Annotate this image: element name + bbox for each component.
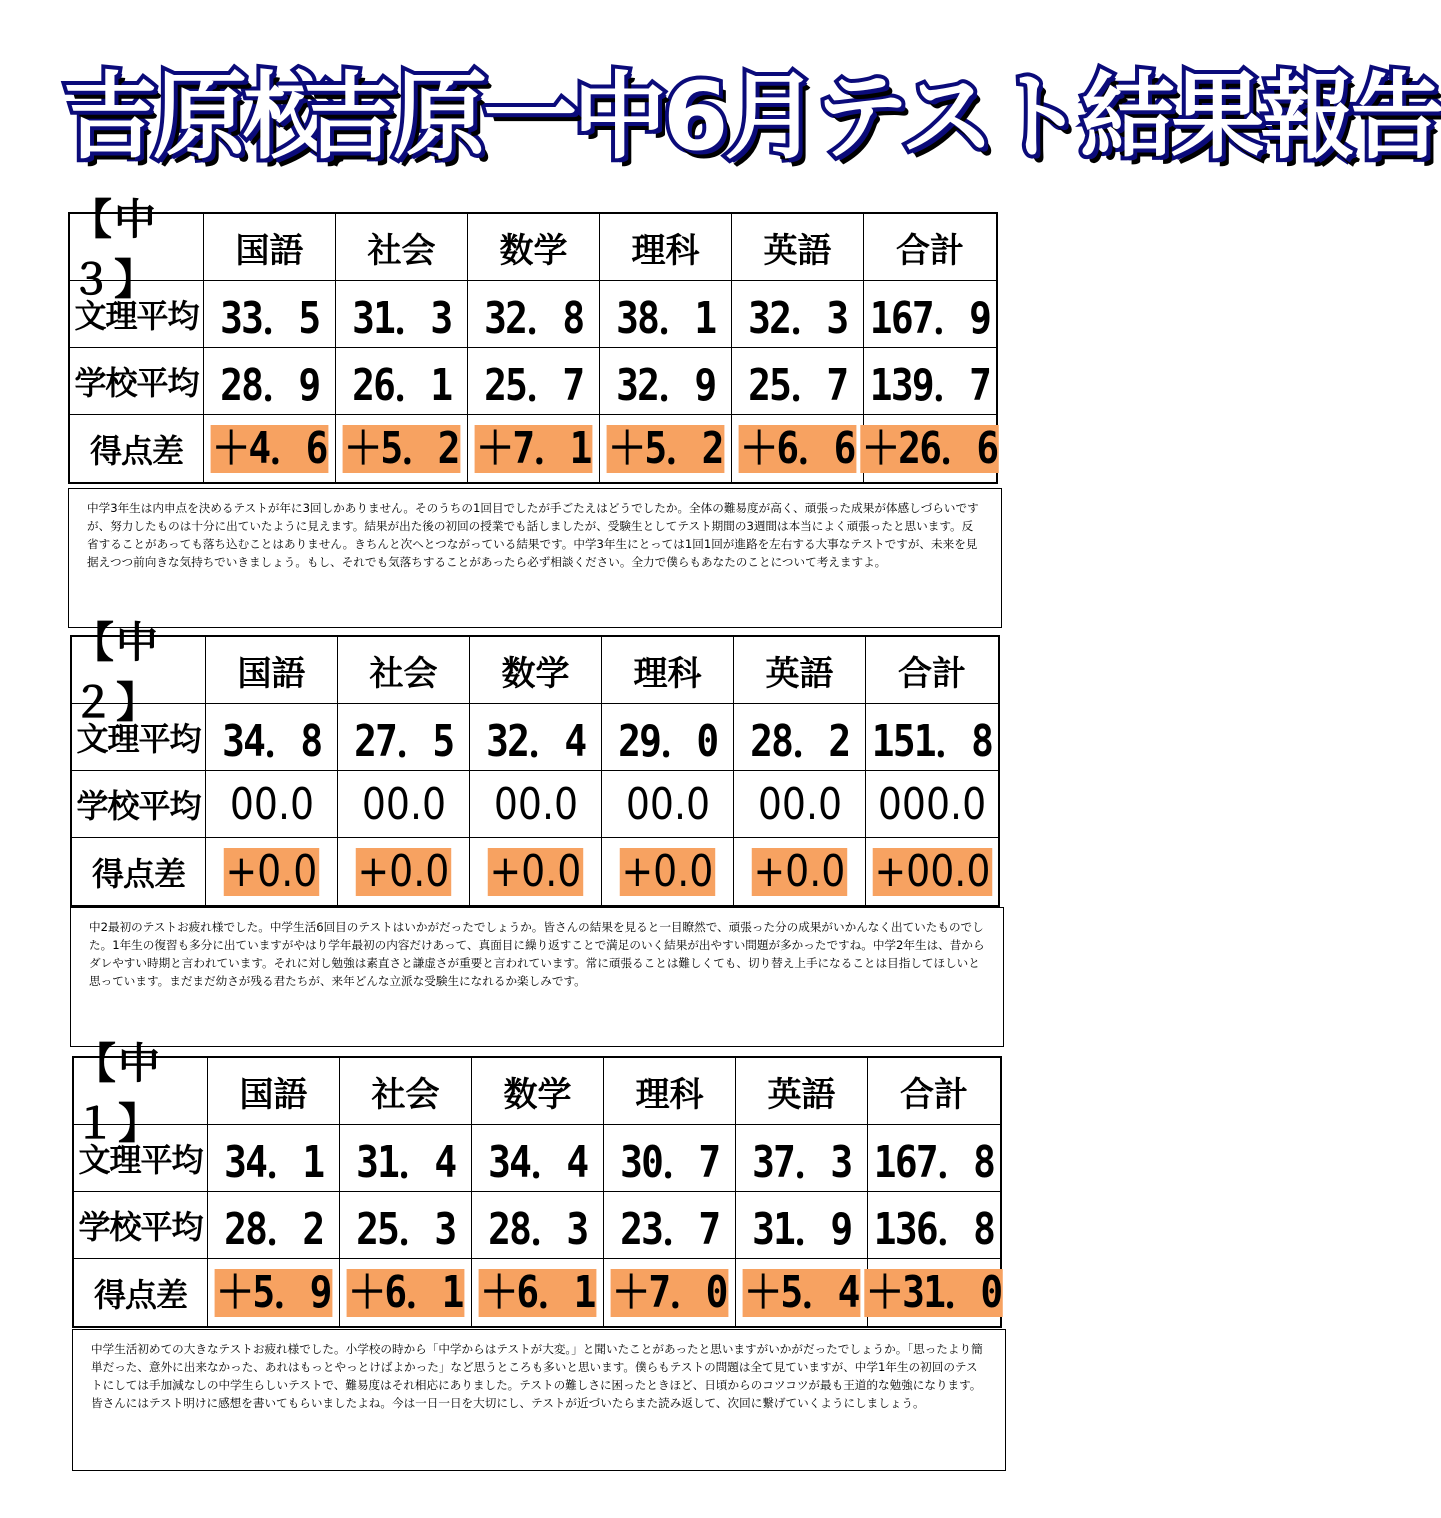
row-label-diff bbox=[74, 1259, 208, 1326]
score-diff bbox=[468, 415, 600, 482]
score-value-text: 31．3 bbox=[351, 293, 452, 344]
score-diff bbox=[470, 838, 602, 905]
row-label-bunri-text: 文理平均 bbox=[78, 1141, 203, 1179]
score-diff-text: ＋4．6 bbox=[212, 422, 327, 474]
score-value bbox=[600, 348, 732, 415]
comment-box: 中学生活初めての大きなテストお疲れ様でした。小学校の時から「中学からはテストが大変。」と聞いたことがあったと思いますがいかがだったでしょうか。「思ったより簡単だった、意外に出来なかった、あれはもっとやっとけばよかった」など思うところも多いと思います。僕らもテストの問題は全て見ていますが、中学1年生の初回のテストにしては手加減なしの中学生らしいテストで、難易度はそれ相応にありました。テストの難しさに困ったときほど、日頃からのコツコツが最も王道的な勉強になります。皆さんにはテスト明けに感想を書いてもらいましたよね。今は一日一日を大切にし、テストが近づいたらまた読み返して、次回に繋げていくようにしましょう。 bbox=[72, 1329, 1006, 1471]
score-value-text: 167．9 bbox=[869, 293, 991, 344]
score-value-text: 32．3 bbox=[747, 293, 848, 344]
score-diff bbox=[340, 1259, 472, 1326]
row-label-bunri-text: 文理平均 bbox=[76, 720, 201, 758]
score-value-text: 28．9 bbox=[219, 360, 320, 411]
row-label-school bbox=[70, 348, 204, 415]
score-value-text: 32．4 bbox=[485, 716, 586, 767]
score-value bbox=[736, 1125, 868, 1192]
score-value-text: 167．8 bbox=[873, 1137, 995, 1188]
score-diff-text: ＋5．4 bbox=[744, 1266, 859, 1318]
score-diff bbox=[600, 415, 732, 482]
subject-header bbox=[736, 1058, 868, 1125]
score-diff-text: +00.0 bbox=[874, 845, 990, 897]
score-value bbox=[206, 704, 338, 771]
subject-header-text: 英語 bbox=[767, 1074, 836, 1115]
score-value bbox=[336, 348, 468, 415]
grade-label bbox=[70, 195, 204, 304]
score-value-text: 33．5 bbox=[219, 293, 320, 344]
score-value-text: 00.0 bbox=[757, 778, 842, 830]
grade-label bbox=[74, 1039, 208, 1148]
grade-label bbox=[72, 618, 206, 727]
score-diff-text: +0.0 bbox=[753, 845, 846, 897]
subject-header-text: 社会 bbox=[369, 653, 438, 694]
subject-header-text: 合計 bbox=[900, 1074, 968, 1115]
score-value-text: 25．7 bbox=[747, 360, 848, 411]
score-diff bbox=[338, 838, 470, 905]
score-value-text: 28．3 bbox=[487, 1204, 588, 1255]
score-diff-text: ＋31．0 bbox=[866, 1266, 1002, 1318]
score-diff-text: +0.0 bbox=[621, 845, 714, 897]
score-diff-text: ＋5．2 bbox=[344, 422, 459, 474]
score-value bbox=[208, 1192, 340, 1259]
score-value-text: 00.0 bbox=[229, 778, 314, 830]
row-label-diff-text: 得点差 bbox=[93, 1275, 187, 1314]
subject-header-text: 社会 bbox=[371, 1074, 440, 1115]
row-label-bunri bbox=[74, 1125, 208, 1192]
subject-header-text: 合計 bbox=[898, 653, 966, 694]
score-diff bbox=[472, 1259, 604, 1326]
row-label-school bbox=[74, 1192, 208, 1259]
score-diff bbox=[866, 838, 998, 905]
score-diff bbox=[736, 1259, 868, 1326]
grade-label-text: 【中１】 bbox=[74, 1039, 163, 1148]
score-value-text: 32．8 bbox=[483, 293, 584, 344]
score-value-text: 23．7 bbox=[619, 1204, 720, 1255]
score-diff bbox=[732, 415, 864, 482]
subject-header-text: 理科 bbox=[633, 653, 702, 694]
score-value bbox=[732, 281, 864, 348]
subject-header bbox=[470, 637, 602, 704]
score-value-text: 000.0 bbox=[877, 778, 987, 830]
score-diff bbox=[602, 838, 734, 905]
score-value bbox=[336, 281, 468, 348]
score-diff bbox=[604, 1259, 736, 1326]
score-value bbox=[600, 281, 732, 348]
score-diff-text: +0.0 bbox=[225, 845, 318, 897]
score-value-text: 25．7 bbox=[483, 360, 584, 411]
row-label-diff-text: 得点差 bbox=[91, 854, 185, 893]
subject-header bbox=[734, 637, 866, 704]
score-value bbox=[204, 348, 336, 415]
subject-header bbox=[600, 214, 732, 281]
score-value bbox=[602, 704, 734, 771]
row-label-bunri bbox=[72, 704, 206, 771]
score-value-text: 31．9 bbox=[751, 1204, 852, 1255]
score-diff-text: ＋6．1 bbox=[480, 1266, 595, 1318]
score-value bbox=[866, 771, 998, 838]
score-diff-text: ＋5．9 bbox=[216, 1266, 331, 1318]
score-value-text: 28．2 bbox=[223, 1204, 324, 1255]
score-value bbox=[864, 281, 996, 348]
subject-header bbox=[732, 214, 864, 281]
subject-header bbox=[868, 1058, 1000, 1125]
subject-header bbox=[604, 1058, 736, 1125]
subject-header bbox=[602, 637, 734, 704]
row-label-school-text: 学校平均 bbox=[76, 787, 201, 825]
subject-header-text: 理科 bbox=[631, 230, 700, 271]
score-value bbox=[604, 1125, 736, 1192]
score-diff-text: ＋7．1 bbox=[476, 422, 591, 474]
subject-header-text: 国語 bbox=[239, 1074, 308, 1115]
row-label-bunri bbox=[70, 281, 204, 348]
score-value bbox=[206, 771, 338, 838]
score-value bbox=[472, 1192, 604, 1259]
title-report: 吉原一中6月テスト結果報告 bbox=[303, 63, 1441, 172]
score-diff bbox=[336, 415, 468, 482]
grade-label-text: 【中３】 bbox=[70, 195, 159, 304]
subject-header-text: 国語 bbox=[235, 230, 304, 271]
score-value bbox=[736, 1192, 868, 1259]
score-diff-text: ＋6．1 bbox=[348, 1266, 463, 1318]
score-value bbox=[604, 1192, 736, 1259]
score-table bbox=[68, 195, 998, 484]
score-value-text: 25．3 bbox=[355, 1204, 456, 1255]
score-value bbox=[472, 1125, 604, 1192]
score-value bbox=[338, 704, 470, 771]
score-value bbox=[340, 1192, 472, 1259]
score-value bbox=[204, 281, 336, 348]
row-label-diff bbox=[72, 838, 206, 905]
score-diff bbox=[208, 1259, 340, 1326]
score-diff-text: ＋26．6 bbox=[862, 422, 998, 474]
subject-header-text: 社会 bbox=[367, 230, 436, 271]
score-value-text: 31．4 bbox=[355, 1137, 456, 1188]
score-diff-text: +0.0 bbox=[489, 845, 582, 897]
comment-box: 中学3年生は内申点を決めるテストが年に3回しかありません。そのうちの1回目でしたが手ごたえはどうでしたか。全体の難易度が高く、頑張った成果が体感しづらいですが、努力したものは十分に出ていたように見えます。結果が出た後の初回の授業でも話しましたが、受験生としてテスト期間の3週間は本当によく頑張ったと思います。反省することがあっても落ち込むことはありません。きちんと次へとつながっている結果です。中学3年生にとっては1回1回が進路を左右する大事なテストですが、未来を見据えつつ前向きな気持ちでいきましょう。もし、それでも気落ちすることがあったら必ず相談ください。全力で僕らもあなたのことについて考えますよ。 bbox=[68, 488, 1002, 628]
score-diff bbox=[734, 838, 866, 905]
score-value-text: 38．1 bbox=[615, 293, 716, 344]
subject-header-text: 理科 bbox=[635, 1074, 704, 1115]
score-value bbox=[468, 348, 600, 415]
score-value-text: 27．5 bbox=[353, 716, 454, 767]
score-value-text: 00.0 bbox=[493, 778, 578, 830]
comment-box: 中2最初のテストお疲れ様でした。中学生活6回目のテストはいかがだったでしょうか。皆さんの結果を見ると一目瞭然で、頑張った分の成果がいかんなく出ていたものでした。1年生の復習も多分に出ていますがやはり学年最初の内容だけあって、真面目に繰り返すことで満足のいく結果が出やすい問題が多かったですね。中学2年生は、昔からダレやすい時期と言われています。それに対し勉強は素直さと謙虚さが重要と言われています。常に頑張ることは難しくても、切り替え上手になることは目指してほしいと思っています。まだまだ幼さが残る君たちが、来年どんな立派な受験生になれるか楽しみです。 bbox=[70, 907, 1004, 1047]
score-diff bbox=[204, 415, 336, 482]
score-value bbox=[470, 704, 602, 771]
subject-header bbox=[472, 1058, 604, 1125]
score-value-text: 139．7 bbox=[869, 360, 991, 411]
score-diff-text: ＋6．6 bbox=[740, 422, 855, 474]
score-value bbox=[864, 348, 996, 415]
score-table bbox=[70, 618, 1000, 907]
score-value bbox=[468, 281, 600, 348]
score-value bbox=[868, 1125, 1000, 1192]
score-diff bbox=[864, 415, 996, 482]
score-value bbox=[866, 704, 998, 771]
score-diff bbox=[206, 838, 338, 905]
subject-header-text: 数学 bbox=[503, 1074, 572, 1115]
score-value bbox=[470, 771, 602, 838]
subject-header bbox=[208, 1058, 340, 1125]
score-value bbox=[208, 1125, 340, 1192]
subject-header-text: 国語 bbox=[237, 653, 306, 694]
score-value-text: 37．3 bbox=[751, 1137, 852, 1188]
grade-label-text: 【中２】 bbox=[72, 618, 161, 727]
score-value-text: 28．2 bbox=[749, 716, 850, 767]
subject-header bbox=[204, 214, 336, 281]
subject-header bbox=[340, 1058, 472, 1125]
subject-header bbox=[864, 214, 996, 281]
page-title bbox=[55, 38, 1441, 198]
row-label-diff bbox=[70, 415, 204, 482]
row-label-diff-text: 得点差 bbox=[89, 431, 183, 470]
score-value-text: 136．8 bbox=[873, 1204, 995, 1255]
subject-header bbox=[336, 214, 468, 281]
score-value-text: 00.0 bbox=[625, 778, 710, 830]
subject-header-text: 英語 bbox=[765, 653, 834, 694]
score-diff bbox=[868, 1259, 1000, 1326]
row-label-school-text: 学校平均 bbox=[78, 1208, 203, 1246]
score-diff-text: ＋5．2 bbox=[608, 422, 723, 474]
score-value-text: 151．8 bbox=[871, 716, 993, 767]
subject-header-text: 英語 bbox=[763, 230, 832, 271]
subject-header bbox=[206, 637, 338, 704]
score-value bbox=[602, 771, 734, 838]
score-value-text: 30．7 bbox=[619, 1137, 720, 1188]
score-value bbox=[734, 704, 866, 771]
score-value bbox=[732, 348, 864, 415]
score-value-text: 32．9 bbox=[615, 360, 716, 411]
score-value bbox=[734, 771, 866, 838]
score-value-text: 34．4 bbox=[487, 1137, 588, 1188]
row-label-school bbox=[72, 771, 206, 838]
subject-header-text: 数学 bbox=[501, 653, 570, 694]
subject-header-text: 数学 bbox=[499, 230, 568, 271]
subject-header bbox=[468, 214, 600, 281]
row-label-bunri-text: 文理平均 bbox=[74, 297, 199, 335]
score-value bbox=[868, 1192, 1000, 1259]
score-value-text: 34．8 bbox=[221, 716, 322, 767]
score-value-text: 34．1 bbox=[223, 1137, 324, 1188]
score-value-text: 00.0 bbox=[361, 778, 446, 830]
score-value bbox=[340, 1125, 472, 1192]
subject-header bbox=[866, 637, 998, 704]
subject-header-text: 合計 bbox=[896, 230, 964, 271]
score-diff-text: +0.0 bbox=[357, 845, 450, 897]
score-table bbox=[72, 1039, 1002, 1328]
score-value-text: 26．1 bbox=[351, 360, 452, 411]
row-label-school-text: 学校平均 bbox=[74, 364, 199, 402]
score-value bbox=[338, 771, 470, 838]
score-value-text: 29．0 bbox=[617, 716, 718, 767]
title-school: 吉原校 bbox=[63, 63, 334, 172]
subject-header bbox=[338, 637, 470, 704]
score-diff-text: ＋7．0 bbox=[612, 1266, 727, 1318]
